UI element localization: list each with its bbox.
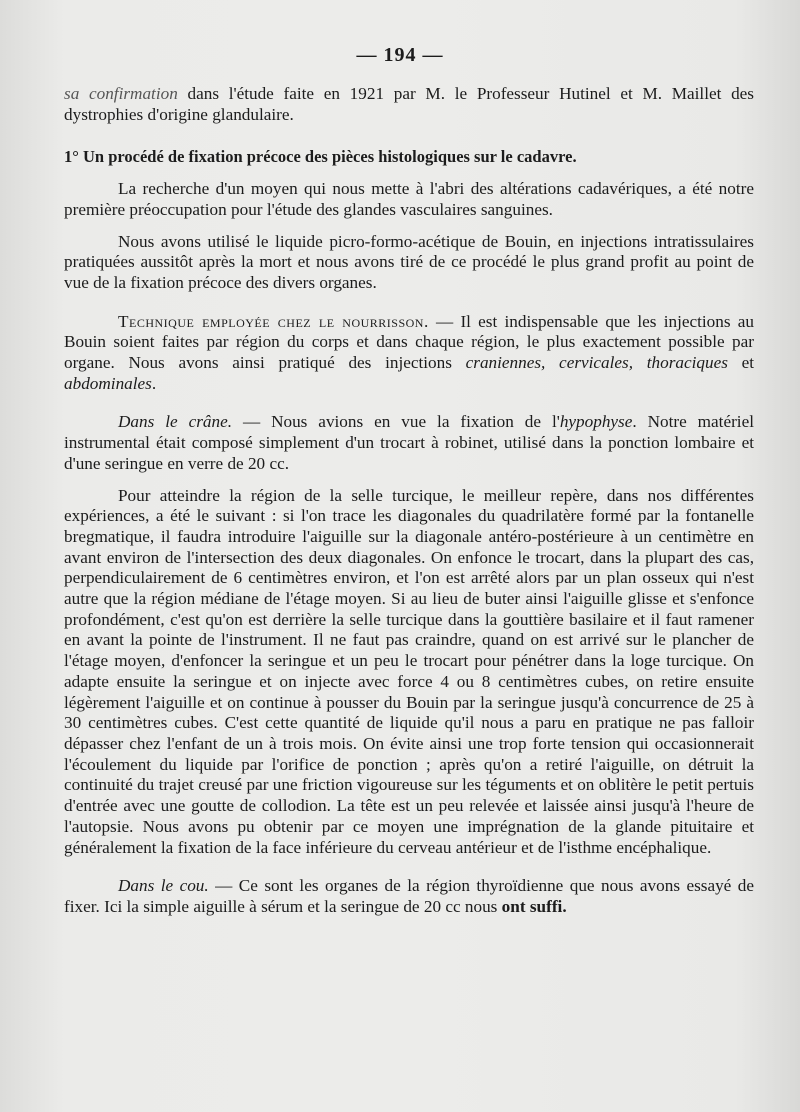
cou-label: Dans le cou.	[118, 876, 209, 896]
paragraph-continuation	[64, 84, 754, 125]
crane-label: Dans le crâne.	[118, 412, 233, 432]
paragraph-procedure: Pour atteindre la région de la selle turcique, le meilleur repère, dans nos différentes expériences, a été le suivant : si l'on trace les diagonales du quadrilatère formé par la fontanelle bregmatique, il faudra introduire l'aiguille sur la diagonale antéro-postérieure à un centimètre en avant environ de l'intersection des deux diagonales. On enfonce le trocart, dans la plupart des cas, perpendiculairement de 6 centimètres environ, et l'on est arrêté alors par un plan osseux qui n'est autre que la région médiane de l'étage moyen. Si au lieu de buter ainsi l'aiguille glisse et s'enfonce profondément, c'est qu'on est derrière la selle turcique dans la gouttière basilaire et il faut ramener en avant la pointe de l'instrument. Il ne faut pas craindre, quand on est arrivé sur le plancher de l'étage moyen, d'enfoncer la seringue et un peu le trocart pour pénétrer dans la loge turcique. On adapte ensuite la seringue et on injecte avec force 4 ou 8 centimètres cubes, on retire ensuite légèrement l'aiguille et on continue à pousser du Bouin par la seringue jusqu'à concurrence de 25 à 30 centimètres cubes. C'est cette quantité de liquide qu'il nous a paru en pratique ne pas falloir dépasser chez l'enfant de un à trois mois. On évite ainsi une trop forte tension qui occasionnerait l'écoulement du liquide par l'orifice de ponction ; après qu'on a retiré l'aiguille, on détruit la continuité du trajet creusé par une friction vigoureuse sur les téguments et on oblitère le petit pertuis d'entrée avec une goutte de collodion. La tête est un peu relevée et laissée ainsi jusqu'à l'heure de l'autopsie. Nous avons pu obtenir par ce moyen une imprégnation de la glande pituitaire et généralement la fixation de la face inférieure du cerveau antérieur et de l'isthme encéphalique.	[64, 485, 754, 857]
page-number: — 194 —	[356, 44, 444, 66]
paragraph-technique	[64, 312, 754, 395]
crane-text: — Nous avions en vue la fixation de	[232, 412, 552, 432]
paragraph-crane	[64, 412, 754, 474]
technique-label: Technique employée chez le nourrisson.	[118, 311, 429, 331]
continuation-fragment: sa confirmation	[64, 84, 178, 103]
injection-types: craniennes, cervicales, thoraciques	[465, 353, 728, 373]
period: .	[151, 373, 157, 393]
crane-text-end: . Notre matériel instrumental était composé simplement d'un trocart à robinet, utilisé dans la ponction lombaire et d'une seringue en verre de 20 cc.	[64, 412, 754, 473]
cou-text: — Ce sont les organes de la région thyroïdienne que nous avons essayé de fixer. Ici la simple aiguille à sérum et la seringue de 20 cc nous	[64, 876, 754, 916]
paragraph-cou	[64, 876, 754, 917]
paragraph-bouin: Nous avons utilisé le liquide picro-formo-acétique de Bouin, en injections intratissulaires pratiquées aussitôt après la mort et nous avons tiré de ce procédé le plus grand profit au point de vue de la fixation précoce des divers organes.	[64, 231, 754, 292]
conjunction: et	[727, 353, 755, 373]
article: l'	[551, 412, 560, 432]
continuation-text: dans l'étude faite en 1921 par M. le Professeur Hutinel et M. Maillet des dystrophies d'origine glandulaire.	[64, 84, 754, 124]
paragraph-research: La recherche d'un moyen qui nous mette à l'abri des altérations cadavériques, a été notre première préoccupation pour l'étude des glandes vasculaires sanguines.	[64, 179, 754, 219]
cou-text-end: ont suffi.	[501, 896, 567, 916]
hypophyse-label: hypophyse	[559, 412, 633, 432]
section-heading: 1° Un procédé de fixation précoce des pièces histologiques sur le cadavre.	[64, 147, 577, 167]
body-text	[64, 84, 754, 918]
technique-text: — Il est indispensable que les injections au Bouin soient faites par région du corps et dans chaque région, le plus exactement possible par organe. Nous avons ainsi pratiqué des injections	[64, 311, 754, 373]
abdominal-label: abdominales	[64, 373, 152, 393]
